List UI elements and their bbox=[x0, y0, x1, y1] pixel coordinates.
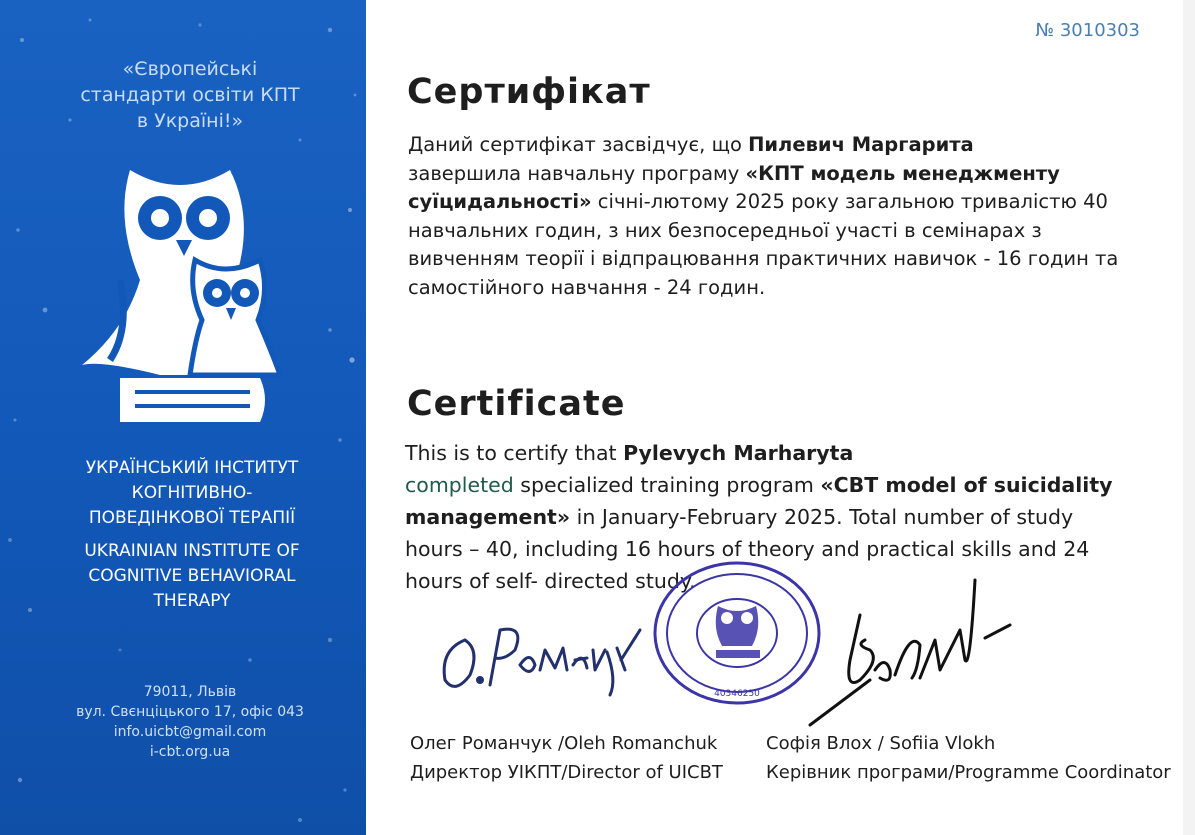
signature-vlokh bbox=[800, 560, 1020, 730]
official-stamp-icon bbox=[650, 558, 825, 708]
signatory-left-name: Олег Романчук /Oleh Romanchuk bbox=[410, 733, 718, 754]
title-ua: Сертифікат bbox=[407, 72, 651, 112]
address-email: info.uicbt@gmail.com bbox=[113, 724, 267, 740]
body-en-intro: This is to certify that bbox=[405, 441, 624, 465]
body-ua bbox=[408, 131, 1128, 302]
certificate-number: № 3010303 bbox=[1035, 20, 1140, 41]
signatory-right-role: Керівник програми/Programme Coordinator bbox=[766, 762, 1171, 783]
signatory-right bbox=[766, 729, 1171, 787]
program-name-en: «CBT model of suicidality management» bbox=[405, 473, 1113, 529]
page-edge bbox=[1183, 0, 1195, 835]
stamp-code: 40346250 bbox=[714, 689, 760, 699]
body-ua-intro: Даний сертифікат засвідчує, що bbox=[408, 133, 749, 156]
address-block bbox=[60, 682, 320, 762]
signatory-left bbox=[410, 729, 723, 787]
address-street: вул. Свєнціцького 17, офіс 043 bbox=[76, 704, 304, 720]
body-en-completed: completed bbox=[405, 473, 514, 497]
body-ua-completed: завершила навчальну програму bbox=[408, 161, 746, 185]
signature-romanchuk bbox=[435, 610, 655, 700]
body-en-details: in January-February 2025. Total number of study hours – 40, including 16 hours of theory and practical skills and 24 hours of self- directed study. bbox=[405, 505, 1090, 593]
address-site: i-cbt.org.ua bbox=[149, 744, 231, 760]
signatory-right-name: Софія Влох / Sofiia Vlokh bbox=[766, 733, 996, 754]
body-ua-details: січні-лютому 2025 року загальною тривалістю 40 навчальних годин, з них безпосередньої участі в семінарах з вивченням теорії і відпрацювання практичних навичок - 16 годин та самостійного навчання - 24 годин. bbox=[408, 190, 1119, 299]
signatory-left-role: Директор УІКПТ/Director of UICBT bbox=[410, 762, 723, 783]
institute-name-en: UKRAINIAN INSTITUTE OF COGNITIVE BEHAVIORAL THERAPY bbox=[84, 541, 300, 611]
recipient-name-ua: Пилевич Маргарита bbox=[748, 133, 974, 156]
sidebar-panel bbox=[0, 0, 366, 835]
owl-logo-icon bbox=[70, 160, 300, 430]
institute-name-ua: УКРАЇНСЬКИЙ ІНСТИТУТ КОГНІТИВНО- ПОВЕДІНКОВОЇ ТЕРАПІЇ bbox=[85, 458, 299, 528]
program-name-ua: «КПТ модель менеджменту суїцидальності» bbox=[408, 161, 1060, 213]
address-city: 79011, Львів bbox=[143, 684, 237, 700]
title-en: Certificate bbox=[407, 384, 626, 424]
body-en-program-intro: specialized training program bbox=[513, 473, 821, 497]
recipient-name-en: Pylevych Marharyta bbox=[623, 441, 854, 465]
slogan: «Європейські стандарти освіти КПТ в Україні!» bbox=[80, 58, 300, 132]
